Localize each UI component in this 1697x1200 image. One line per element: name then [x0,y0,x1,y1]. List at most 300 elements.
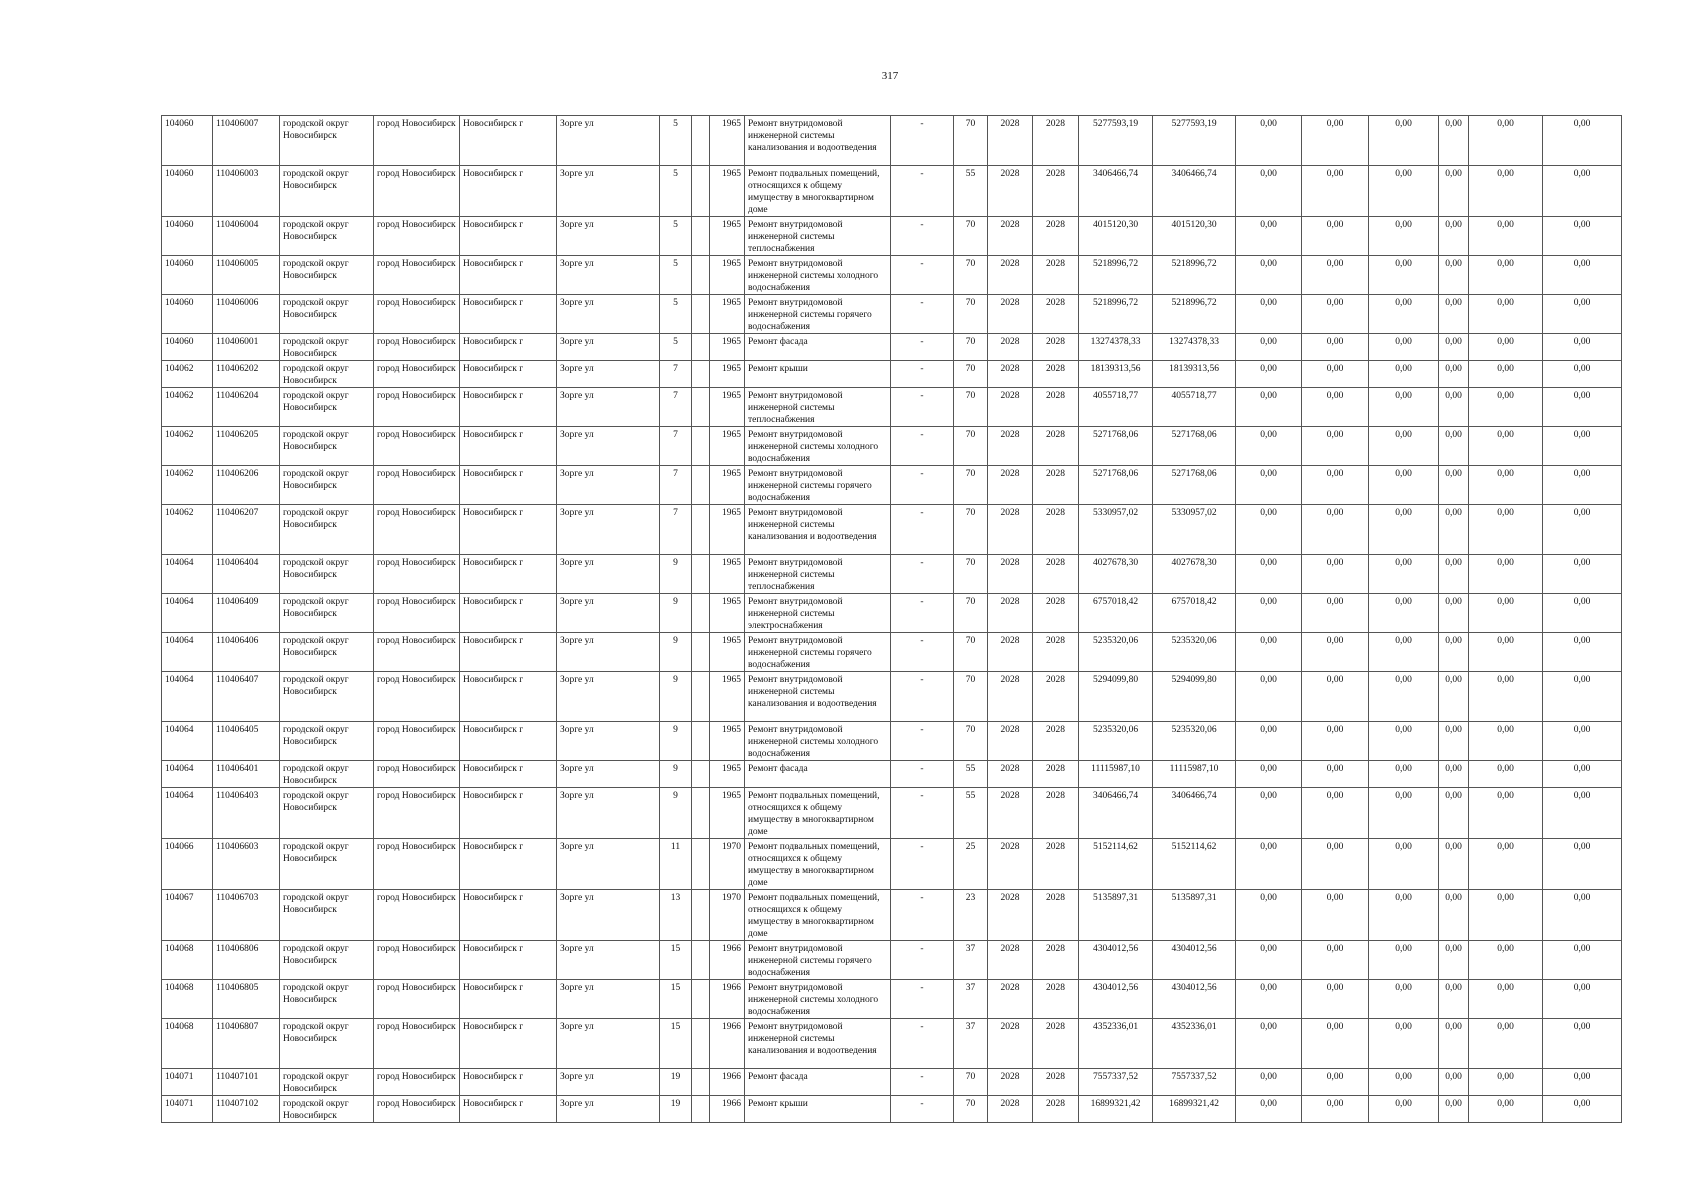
id-cell: 104062 [162,361,213,388]
wear-cell: 70 [954,672,988,722]
value-cell-4: 0,00 [1439,788,1469,839]
value-cell-5: 0,00 [1469,217,1543,256]
year-cell: 1965 [710,295,745,334]
wear-cell: 70 [954,295,988,334]
corpus-cell [692,672,710,722]
code-cell: 110406001 [213,334,280,361]
city-cell: город Новосибирск [374,941,460,980]
cost-fund-cell: 4304012,56 [1153,941,1236,980]
value-cell-4: 0,00 [1439,427,1469,466]
corpus-cell [692,116,710,166]
id-cell: 104071 [162,1069,213,1096]
cost-fund-cell: 5218996,72 [1153,295,1236,334]
okrug-cell: городской округ Новосибирск [280,941,374,980]
settlement-cell: Новосибирск г [460,388,557,427]
code-cell: 110406807 [213,1019,280,1069]
fact-year-cell: 2028 [1033,788,1079,839]
value-cell-1: 0,00 [1236,466,1302,505]
plan-year-cell: 2028 [988,839,1033,890]
cost-fund-cell: 4352336,01 [1153,1019,1236,1069]
value-cell-3: 0,00 [1369,594,1439,633]
year-cell: 1965 [710,256,745,295]
wear-cell: 70 [954,466,988,505]
corpus-cell [692,890,710,941]
wear-cell: 70 [954,427,988,466]
cost-total-cell: 4352336,01 [1079,1019,1153,1069]
cost-total-cell: 4027678,30 [1079,555,1153,594]
dash-cell: - [891,427,954,466]
wear-cell: 70 [954,555,988,594]
settlement-cell: Новосибирск г [460,217,557,256]
id-cell: 104064 [162,633,213,672]
corpus-cell [692,217,710,256]
cost-fund-cell: 5218996,72 [1153,256,1236,295]
work-type-cell: Ремонт внутридомовой инженерной системы теплоснабжения [745,555,891,594]
dash-cell: - [891,361,954,388]
value-cell-3: 0,00 [1369,1096,1439,1123]
okrug-cell: городской округ Новосибирск [280,1069,374,1096]
value-cell-4: 0,00 [1439,555,1469,594]
table-row [162,217,1622,256]
fact-year-cell: 2028 [1033,116,1079,166]
value-cell-6: 0,00 [1543,1019,1622,1069]
cost-fund-cell: 11115987,10 [1153,761,1236,788]
street-cell: Зорге ул [557,761,660,788]
work-type-cell: Ремонт подвальных помещений, относящихся к общему имуществу в многоквартирном доме [745,788,891,839]
house-cell: 5 [660,116,692,166]
settlement-cell: Новосибирск г [460,1069,557,1096]
table-row [162,941,1622,980]
corpus-cell [692,1019,710,1069]
house-cell: 5 [660,256,692,295]
id-cell: 104064 [162,672,213,722]
corpus-cell [692,427,710,466]
cost-fund-cell: 5235320,06 [1153,633,1236,672]
value-cell-1: 0,00 [1236,594,1302,633]
work-type-cell: Ремонт внутридомовой инженерной системы горячего водоснабжения [745,295,891,334]
okrug-cell: городской округ Новосибирск [280,256,374,295]
value-cell-2: 0,00 [1302,217,1369,256]
city-cell: город Новосибирск [374,1019,460,1069]
value-cell-1: 0,00 [1236,217,1302,256]
cost-total-cell: 5235320,06 [1079,722,1153,761]
code-cell: 110406205 [213,427,280,466]
value-cell-2: 0,00 [1302,761,1369,788]
settlement-cell: Новосибирск г [460,466,557,505]
work-type-cell: Ремонт внутридомовой инженерной системы холодного водоснабжения [745,980,891,1019]
value-cell-4: 0,00 [1439,256,1469,295]
value-cell-4: 0,00 [1439,761,1469,788]
id-cell: 104064 [162,761,213,788]
wear-cell: 70 [954,1069,988,1096]
house-cell: 9 [660,761,692,788]
dash-cell: - [891,388,954,427]
code-cell: 110406805 [213,980,280,1019]
settlement-cell: Новосибирск г [460,166,557,217]
work-type-cell: Ремонт внутридомовой инженерной системы теплоснабжения [745,217,891,256]
code-cell: 110406405 [213,722,280,761]
dash-cell: - [891,1019,954,1069]
cost-total-cell: 5294099,80 [1079,672,1153,722]
value-cell-6: 0,00 [1543,890,1622,941]
cost-fund-cell: 3406466,74 [1153,788,1236,839]
year-cell: 1965 [710,555,745,594]
wear-cell: 70 [954,361,988,388]
value-cell-6: 0,00 [1543,505,1622,555]
value-cell-5: 0,00 [1469,941,1543,980]
street-cell: Зорге ул [557,941,660,980]
table-row [162,1019,1622,1069]
value-cell-3: 0,00 [1369,633,1439,672]
house-cell: 9 [660,633,692,672]
value-cell-3: 0,00 [1369,941,1439,980]
id-cell: 104062 [162,388,213,427]
fact-year-cell: 2028 [1033,1019,1079,1069]
dash-cell: - [891,1096,954,1123]
work-type-cell: Ремонт внутридомовой инженерной системы горячего водоснабжения [745,466,891,505]
settlement-cell: Новосибирск г [460,256,557,295]
cost-total-cell: 4015120,30 [1079,217,1153,256]
value-cell-4: 0,00 [1439,890,1469,941]
year-cell: 1965 [710,166,745,217]
value-cell-6: 0,00 [1543,427,1622,466]
settlement-cell: Новосибирск г [460,788,557,839]
street-cell: Зорге ул [557,839,660,890]
value-cell-2: 0,00 [1302,466,1369,505]
code-cell: 110406206 [213,466,280,505]
year-cell: 1965 [710,761,745,788]
dash-cell: - [891,505,954,555]
okrug-cell: городской округ Новосибирск [280,116,374,166]
cost-total-cell: 5277593,19 [1079,116,1153,166]
plan-year-cell: 2028 [988,722,1033,761]
fact-year-cell: 2028 [1033,722,1079,761]
city-cell: город Новосибирск [374,466,460,505]
year-cell: 1965 [710,334,745,361]
value-cell-6: 0,00 [1543,633,1622,672]
value-cell-3: 0,00 [1369,555,1439,594]
value-cell-5: 0,00 [1469,980,1543,1019]
value-cell-4: 0,00 [1439,633,1469,672]
plan-year-cell: 2028 [988,361,1033,388]
value-cell-5: 0,00 [1469,427,1543,466]
value-cell-3: 0,00 [1369,295,1439,334]
cost-total-cell: 11115987,10 [1079,761,1153,788]
id-cell: 104060 [162,166,213,217]
table-row [162,980,1622,1019]
value-cell-1: 0,00 [1236,1096,1302,1123]
value-cell-1: 0,00 [1236,672,1302,722]
table-row [162,839,1622,890]
value-cell-2: 0,00 [1302,788,1369,839]
dash-cell: - [891,466,954,505]
plan-year-cell: 2028 [988,466,1033,505]
okrug-cell: городской округ Новосибирск [280,505,374,555]
settlement-cell: Новосибирск г [460,594,557,633]
value-cell-6: 0,00 [1543,788,1622,839]
city-cell: город Новосибирск [374,427,460,466]
city-cell: город Новосибирск [374,505,460,555]
cost-total-cell: 5218996,72 [1079,256,1153,295]
plan-year-cell: 2028 [988,980,1033,1019]
cost-total-cell: 5330957,02 [1079,505,1153,555]
corpus-cell [692,334,710,361]
city-cell: город Новосибирск [374,633,460,672]
dash-cell: - [891,890,954,941]
work-type-cell: Ремонт крыши [745,1096,891,1123]
plan-year-cell: 2028 [988,427,1033,466]
house-cell: 9 [660,555,692,594]
cost-fund-cell: 5271768,06 [1153,427,1236,466]
settlement-cell: Новосибирск г [460,116,557,166]
street-cell: Зорге ул [557,633,660,672]
city-cell: город Новосибирск [374,594,460,633]
okrug-cell: городской округ Новосибирск [280,1019,374,1069]
street-cell: Зорге ул [557,594,660,633]
dash-cell: - [891,166,954,217]
cost-fund-cell: 3406466,74 [1153,166,1236,217]
city-cell: город Новосибирск [374,555,460,594]
city-cell: город Новосибирск [374,361,460,388]
value-cell-6: 0,00 [1543,217,1622,256]
value-cell-2: 0,00 [1302,334,1369,361]
value-cell-1: 0,00 [1236,427,1302,466]
code-cell: 110406603 [213,839,280,890]
value-cell-5: 0,00 [1469,1096,1543,1123]
id-cell: 104062 [162,427,213,466]
id-cell: 104068 [162,1019,213,1069]
value-cell-1: 0,00 [1236,256,1302,295]
corpus-cell [692,1096,710,1123]
plan-year-cell: 2028 [988,594,1033,633]
cost-total-cell: 5271768,06 [1079,427,1153,466]
wear-cell: 70 [954,334,988,361]
year-cell: 1965 [710,722,745,761]
okrug-cell: городской округ Новосибирск [280,1096,374,1123]
house-cell: 5 [660,295,692,334]
value-cell-2: 0,00 [1302,941,1369,980]
city-cell: город Новосибирск [374,839,460,890]
street-cell: Зорге ул [557,1019,660,1069]
settlement-cell: Новосибирск г [460,361,557,388]
value-cell-4: 0,00 [1439,505,1469,555]
value-cell-3: 0,00 [1369,722,1439,761]
id-cell: 104064 [162,722,213,761]
cost-total-cell: 13274378,33 [1079,334,1153,361]
value-cell-5: 0,00 [1469,466,1543,505]
year-cell: 1965 [710,116,745,166]
cost-fund-cell: 16899321,42 [1153,1096,1236,1123]
value-cell-4: 0,00 [1439,1069,1469,1096]
code-cell: 110406003 [213,166,280,217]
value-cell-4: 0,00 [1439,334,1469,361]
wear-cell: 37 [954,980,988,1019]
value-cell-4: 0,00 [1439,388,1469,427]
fact-year-cell: 2028 [1033,761,1079,788]
city-cell: город Новосибирск [374,722,460,761]
city-cell: город Новосибирск [374,788,460,839]
year-cell: 1965 [710,361,745,388]
value-cell-3: 0,00 [1369,1069,1439,1096]
id-cell: 104071 [162,1096,213,1123]
value-cell-5: 0,00 [1469,166,1543,217]
table-row [162,722,1622,761]
okrug-cell: городской округ Новосибирск [280,361,374,388]
value-cell-2: 0,00 [1302,388,1369,427]
wear-cell: 37 [954,941,988,980]
table-row [162,116,1622,166]
year-cell: 1965 [710,505,745,555]
value-cell-2: 0,00 [1302,505,1369,555]
plan-year-cell: 2028 [988,555,1033,594]
wear-cell: 70 [954,256,988,295]
value-cell-6: 0,00 [1543,555,1622,594]
house-cell: 9 [660,672,692,722]
wear-cell: 55 [954,761,988,788]
fact-year-cell: 2028 [1033,256,1079,295]
code-cell: 110406204 [213,388,280,427]
street-cell: Зорге ул [557,555,660,594]
code-cell: 110406409 [213,594,280,633]
settlement-cell: Новосибирск г [460,722,557,761]
okrug-cell: городской округ Новосибирск [280,761,374,788]
code-cell: 110406403 [213,788,280,839]
city-cell: город Новосибирск [374,166,460,217]
fact-year-cell: 2028 [1033,466,1079,505]
cost-total-cell: 5271768,06 [1079,466,1153,505]
plan-year-cell: 2028 [988,941,1033,980]
value-cell-5: 0,00 [1469,256,1543,295]
dash-cell: - [891,295,954,334]
settlement-cell: Новосибирск г [460,980,557,1019]
house-cell: 7 [660,427,692,466]
cost-fund-cell: 5135897,31 [1153,890,1236,941]
fact-year-cell: 2028 [1033,980,1079,1019]
code-cell: 110406007 [213,116,280,166]
fact-year-cell: 2028 [1033,166,1079,217]
value-cell-4: 0,00 [1439,217,1469,256]
table-row [162,594,1622,633]
code-cell: 110406703 [213,890,280,941]
wear-cell: 25 [954,839,988,890]
code-cell: 110406202 [213,361,280,388]
settlement-cell: Новосибирск г [460,295,557,334]
value-cell-2: 0,00 [1302,361,1369,388]
house-cell: 7 [660,505,692,555]
okrug-cell: городской округ Новосибирск [280,427,374,466]
dash-cell: - [891,217,954,256]
house-cell: 5 [660,217,692,256]
value-cell-2: 0,00 [1302,1096,1369,1123]
value-cell-2: 0,00 [1302,1019,1369,1069]
corpus-cell [692,388,710,427]
table-row [162,388,1622,427]
settlement-cell: Новосибирск г [460,941,557,980]
city-cell: город Новосибирск [374,761,460,788]
okrug-cell: городской округ Новосибирск [280,890,374,941]
plan-year-cell: 2028 [988,116,1033,166]
value-cell-6: 0,00 [1543,466,1622,505]
street-cell: Зорге ул [557,388,660,427]
fact-year-cell: 2028 [1033,295,1079,334]
value-cell-5: 0,00 [1469,1069,1543,1096]
year-cell: 1965 [710,217,745,256]
street-cell: Зорге ул [557,1096,660,1123]
corpus-cell [692,788,710,839]
plan-year-cell: 2028 [988,633,1033,672]
wear-cell: 70 [954,505,988,555]
fact-year-cell: 2028 [1033,594,1079,633]
value-cell-2: 0,00 [1302,890,1369,941]
value-cell-5: 0,00 [1469,334,1543,361]
dash-cell: - [891,256,954,295]
value-cell-3: 0,00 [1369,980,1439,1019]
corpus-cell [692,839,710,890]
fact-year-cell: 2028 [1033,334,1079,361]
cost-total-cell: 4304012,56 [1079,980,1153,1019]
table-row [162,1096,1622,1123]
work-type-cell: Ремонт внутридомовой инженерной системы теплоснабжения [745,388,891,427]
city-cell: город Новосибирск [374,980,460,1019]
dash-cell: - [891,672,954,722]
dash-cell: - [891,633,954,672]
value-cell-6: 0,00 [1543,941,1622,980]
value-cell-6: 0,00 [1543,334,1622,361]
id-cell: 104064 [162,555,213,594]
cost-fund-cell: 13274378,33 [1153,334,1236,361]
table-row [162,334,1622,361]
value-cell-6: 0,00 [1543,116,1622,166]
year-cell: 1965 [710,788,745,839]
wear-cell: 70 [954,722,988,761]
city-cell: город Новосибирск [374,1069,460,1096]
cost-fund-cell: 7557337,52 [1153,1069,1236,1096]
year-cell: 1970 [710,839,745,890]
cost-fund-cell: 4027678,30 [1153,555,1236,594]
id-cell: 104060 [162,256,213,295]
wear-cell: 70 [954,594,988,633]
house-cell: 9 [660,594,692,633]
dash-cell: - [891,788,954,839]
street-cell: Зорге ул [557,256,660,295]
city-cell: город Новосибирск [374,217,460,256]
value-cell-1: 0,00 [1236,633,1302,672]
value-cell-6: 0,00 [1543,761,1622,788]
dash-cell: - [891,761,954,788]
value-cell-1: 0,00 [1236,788,1302,839]
table-row [162,555,1622,594]
code-cell: 110406005 [213,256,280,295]
fact-year-cell: 2028 [1033,388,1079,427]
value-cell-2: 0,00 [1302,256,1369,295]
table-row [162,633,1622,672]
dash-cell: - [891,941,954,980]
table-row [162,1069,1622,1096]
value-cell-2: 0,00 [1302,1069,1369,1096]
work-type-cell: Ремонт внутридомовой инженерной системы канализования и водоотведения [745,672,891,722]
settlement-cell: Новосибирск г [460,334,557,361]
fact-year-cell: 2028 [1033,505,1079,555]
settlement-cell: Новосибирск г [460,761,557,788]
value-cell-6: 0,00 [1543,839,1622,890]
fact-year-cell: 2028 [1033,1096,1079,1123]
city-cell: город Новосибирск [374,116,460,166]
cost-fund-cell: 5294099,80 [1153,672,1236,722]
plan-year-cell: 2028 [988,761,1033,788]
value-cell-2: 0,00 [1302,980,1369,1019]
code-cell: 110406006 [213,295,280,334]
plan-year-cell: 2028 [988,388,1033,427]
